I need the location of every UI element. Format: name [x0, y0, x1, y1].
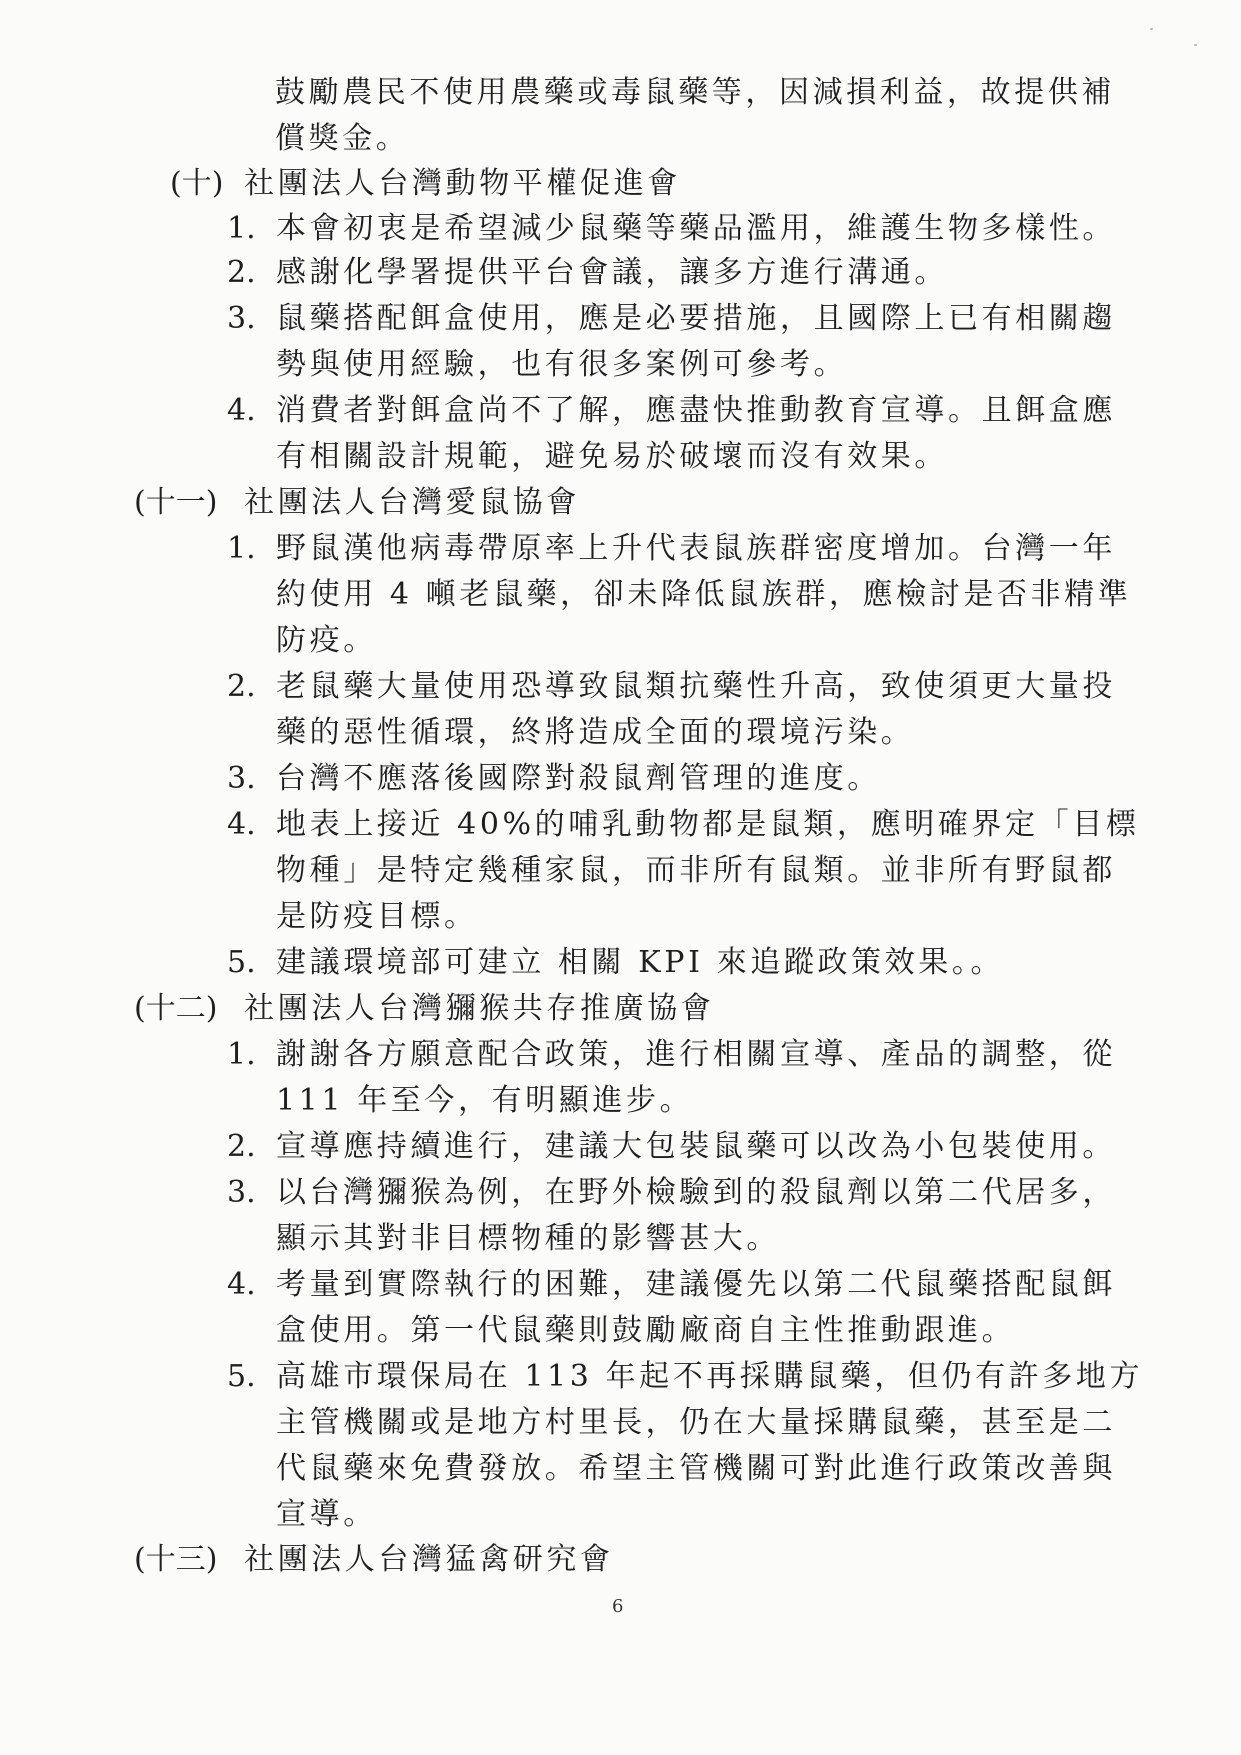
item-number: 4. [227, 393, 256, 428]
item-number: 2. [227, 669, 256, 704]
item-line: 有相關設計規範，避免易於破壞而沒有效果。 [276, 439, 948, 474]
item-line: 本會初衷是希望減少鼠藥等藥品濫用，維護生物多樣性。 [276, 211, 1116, 246]
section-number: (十二) [134, 991, 218, 1026]
item-line: 防疫。 [276, 623, 377, 658]
item-line: 約使用 4 噸老鼠藥，卻未降低鼠族群，應檢討是否非精準 [276, 577, 1132, 612]
item-line: 盒使用。第一代鼠藥則鼓勵廠商自主性推動跟進。 [276, 1313, 1016, 1348]
item-line: 宣導。 [276, 1497, 377, 1532]
item-number: 5. [227, 945, 256, 980]
item-line: 主管機關或是地方村里長，仍在大量採購鼠藥，甚至是二 [276, 1405, 1116, 1440]
item-line: 建議環境部可建立 相關 KPI 來追蹤政策效果。。 [276, 945, 1005, 980]
item-line: 是防疫目標。 [276, 899, 478, 934]
section-title: 社團法人台灣獼猴共存推廣協會 [244, 991, 715, 1026]
intro-line: 鼓勵農民不使用農藥或毒鼠藥等，因減損利益，故提供補 [275, 75, 1115, 110]
section-title: 社團法人台灣動物平權促進會 [244, 166, 681, 201]
item-line: 謝謝各方願意配合政策，進行相關宣導、產品的調整，從 [276, 1037, 1116, 1072]
item-line: 地表上接近 40%的哺乳動物都是鼠類，應明確界定「目標 [276, 807, 1140, 842]
item-number: 4. [227, 807, 256, 842]
item-number: 1. [227, 1037, 256, 1072]
section-number: (十三) [134, 1542, 218, 1577]
intro-line: 償獎金。 [275, 121, 410, 156]
item-line: 感謝化學署提供平台會議，讓多方進行溝通。 [276, 255, 948, 290]
section-number: (十) [170, 166, 224, 201]
item-number: 4. [227, 1267, 256, 1302]
item-number: 1. [227, 531, 256, 566]
item-number: 2. [227, 255, 256, 290]
section-title: 社團法人台灣猛禽研究會 [244, 1542, 614, 1577]
item-line: 野鼠漢他病毒帶原率上升代表鼠族群密度增加。台灣一年 [276, 531, 1116, 566]
item-number: 5. [227, 1359, 256, 1394]
item-line: 顯示其對非目標物種的影響甚大。 [276, 1221, 780, 1256]
item-line: 鼠藥搭配餌盒使用，應是必要措施，且國際上已有相關趨 [276, 301, 1116, 336]
scan-speck [1194, 44, 1197, 46]
item-number: 3. [227, 1175, 256, 1210]
item-line: 藥的惡性循環，終將造成全面的環境污染。 [276, 715, 915, 750]
item-line: 台灣不應落後國際對殺鼠劑管理的進度。 [276, 761, 881, 796]
item-number: 3. [227, 761, 256, 796]
item-line: 老鼠藥大量使用恐導致鼠類抗藥性升高，致使須更大量投 [276, 669, 1116, 704]
page-number: 6 [612, 1596, 624, 1617]
item-number: 1. [227, 211, 256, 246]
item-number: 3. [227, 301, 256, 336]
item-line: 宣導應持續進行，建議大包裝鼠藥可以改為小包裝使用。 [276, 1129, 1116, 1164]
section-number: (十一) [134, 485, 218, 520]
section-title: 社團法人台灣愛鼠協會 [244, 485, 580, 520]
scan-speck [1150, 28, 1153, 30]
item-line: 111 年至今，有明顯進步。 [276, 1083, 694, 1118]
item-line: 消費者對餌盒尚不了解，應盡快推動教育宣導。且餌盒應 [276, 393, 1116, 428]
item-line: 勢與使用經驗，也有很多案例可參考。 [276, 347, 848, 382]
item-number: 2. [227, 1129, 256, 1164]
item-line: 考量到實際執行的困難，建議優先以第二代鼠藥搭配鼠餌 [276, 1267, 1116, 1302]
item-line: 物種」是特定幾種家鼠，而非所有鼠類。並非所有野鼠都 [276, 853, 1116, 888]
item-line: 高雄市環保局在 113 年起不再採購鼠藥，但仍有許多地方 [276, 1359, 1144, 1394]
item-line: 以台灣獼猴為例，在野外檢驗到的殺鼠劑以第二代居多， [276, 1175, 1116, 1210]
item-line: 代鼠藥來免費發放。希望主管機關可對此進行政策改善與 [276, 1451, 1116, 1486]
